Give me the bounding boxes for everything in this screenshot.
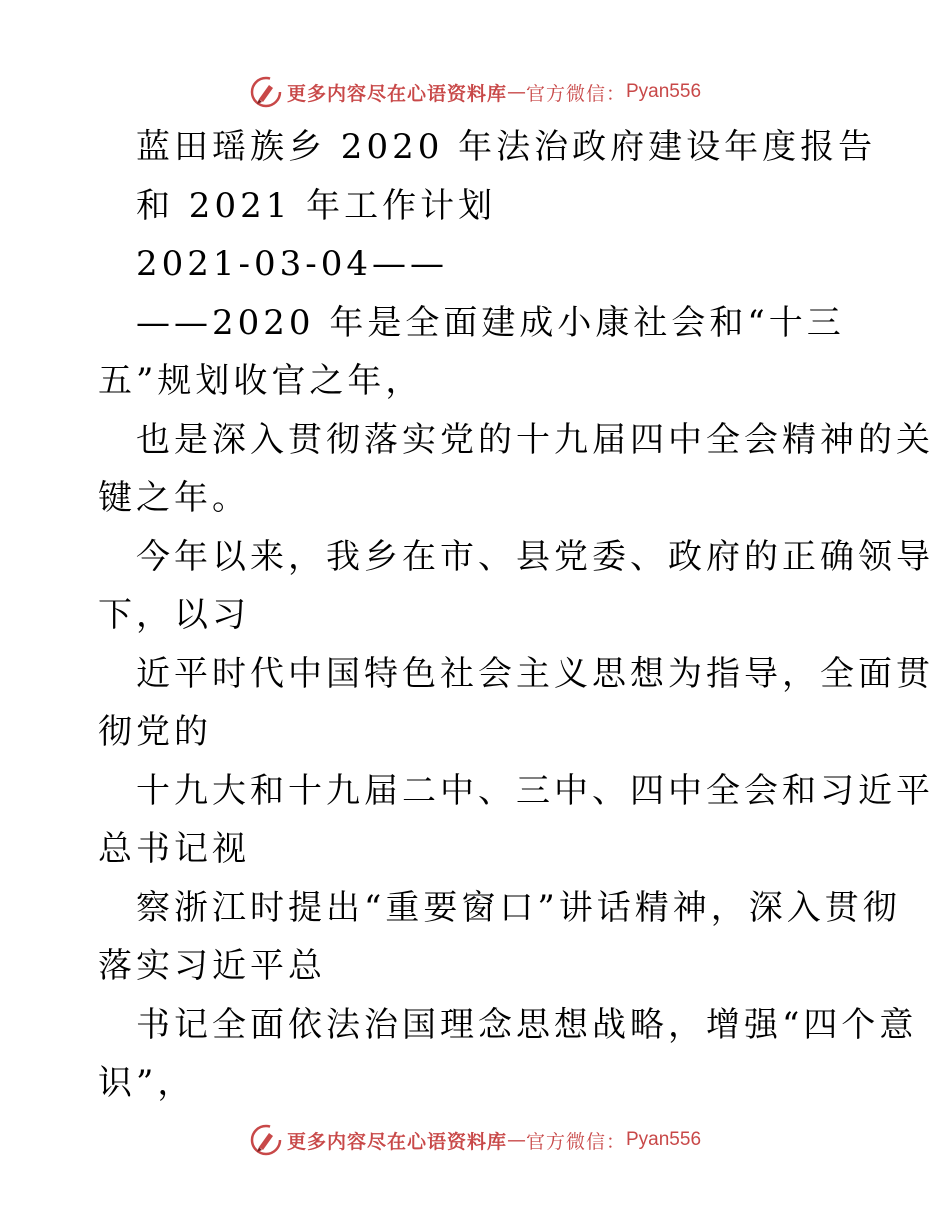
text-line: 今年以来，我乡在市、县党委、政府的正确领导 bbox=[136, 536, 934, 577]
watermark-wechat-label: 官方微信： bbox=[525, 82, 626, 105]
doc-title-line-2: 和 2021 年工作计划 bbox=[136, 185, 497, 226]
text-line: ——2020 年是全面建成小康社会和“十三 bbox=[136, 302, 845, 343]
watermark-brand: 更多内容尽在心语资料库 bbox=[286, 82, 507, 105]
text-line: 下，以习 bbox=[98, 595, 250, 635]
text-line: 彻党的 bbox=[98, 712, 212, 752]
watermark-handle: Pyan556 bbox=[626, 1129, 702, 1150]
watermark-footer bbox=[0, 1120, 950, 1160]
doc-title-line-1: 蓝田瑶族乡 2020 年法治政府建设年度报告 bbox=[136, 127, 877, 167]
text-line: 察浙江时提出“重要窗口”讲话精神，深入贯彻 bbox=[136, 887, 901, 928]
watermark-dash: — bbox=[506, 81, 526, 103]
text-line: 落实习近平总 bbox=[98, 946, 326, 986]
watermark-header bbox=[0, 72, 950, 112]
fountain-pen-logo-icon bbox=[249, 75, 283, 109]
fountain-pen-logo-icon bbox=[249, 1123, 283, 1157]
text-line: 十九大和十九届二中、三中、四中全会和习近平 bbox=[136, 770, 934, 811]
watermark-wechat-label: 官方微信： bbox=[525, 1130, 626, 1153]
text-line: 也是深入贯彻落实党的十九届四中全会精神的关 bbox=[136, 419, 934, 460]
text-line: 识”， bbox=[98, 1063, 196, 1103]
watermark-brand: 更多内容尽在心语资料库 bbox=[286, 1130, 507, 1153]
watermark-handle: Pyan556 bbox=[626, 81, 702, 102]
text-line: 总书记视 bbox=[98, 829, 250, 869]
watermark-dash: — bbox=[506, 1129, 526, 1151]
doc-date-line: 2021-03-04—— bbox=[136, 244, 449, 284]
text-line: 书记全面依法治国理念思想战略，增强“四个意 bbox=[136, 1004, 918, 1045]
document-body bbox=[98, 118, 934, 1113]
text-line: 键之年。 bbox=[98, 478, 250, 518]
text-line: 近平时代中国特色社会主义思想为指导，全面贯 bbox=[136, 653, 934, 694]
text-line: 五”规划收官之年， bbox=[98, 361, 424, 401]
